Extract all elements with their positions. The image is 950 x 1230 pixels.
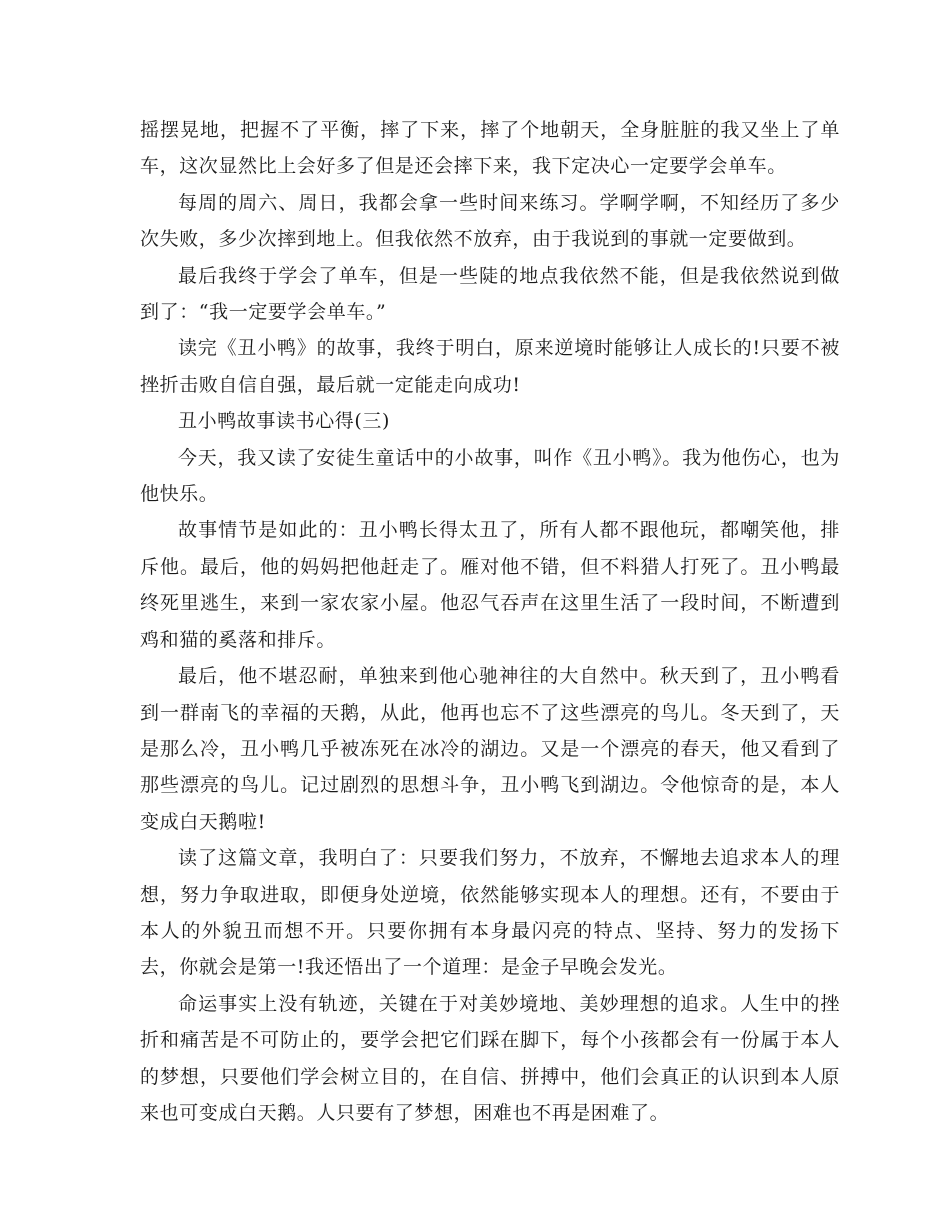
paragraph: 命运事实上没有轨迹，关键在于对美妙境地、美妙理想的追求。人生中的挫折和痛苦是不可防止的，要学会把它们踩在脚下，每个小孩都会有一份属于本人的梦想，只要他们学会树立目的，在自信、拼搏中，他们会真正的认识到本人原来也可变成白天鹅。人只要有了梦想，困难也不再是困难了。 xyxy=(140,992,840,1124)
paragraph: 最后，他不堪忍耐，单独来到他心驰神往的大自然中。秋天到了，丑小鸭看到一群南飞的幸福的天鹅，从此，他再也忘不了这些漂亮的鸟儿。冬天到了，天是那么冷，丑小鸭几乎被冻死在冰冷的湖边。又是一个漂亮的春天，他又看到了那些漂亮的鸟儿。记过剧烈的思想斗争，丑小鸭飞到湖边。令他惊奇的是，本人变成白天鹅啦! xyxy=(140,665,840,833)
paragraph: 最后我终于学会了单车，但是一些陡的地点我依然不能，但是我依然说到做到了：“我一定要学会单车。” xyxy=(140,264,840,324)
paragraph: 读了这篇文章，我明白了：只要我们努力，不放弃，不懈地去追求本人的理想，努力争取进取，即便身处逆境，依然能够实现本人的理想。还有，不要由于本人的外貌丑而想不开。只要你拥有本身最闪亮的特点、坚持、努力的发扬下去，你就会是第一!我还悟出了一个道理：是金子早晚会发光。 xyxy=(140,847,840,979)
paragraph: 今天，我又读了安徒生童话中的小故事，叫作《丑小鸭》。我为他伤心，也为他快乐。 xyxy=(140,446,840,506)
paragraph: 故事情节是如此的：丑小鸭长得太丑了，所有人都不跟他玩，都嘲笑他，排斥他。最后，他的妈妈把他赶走了。雁对他不错，但不料猎人打死了。丑小鸭最终死里逃生，来到一家农家小屋。他忍气吞声在这里生活了一段时间，不断遭到鸡和猫的奚落和排斥。 xyxy=(140,519,840,651)
document-body xyxy=(140,112,840,1131)
section-heading: 丑小鸭故事读书心得(三) xyxy=(178,410,391,433)
paragraph: 读完《丑小鸭》的故事，我终于明白，原来逆境时能够让人成长的!只要不被挫折击败自信自强，最后就一定能走向成功! xyxy=(140,337,840,396)
paragraph: 每周的周六、周日，我都会拿一些时间来练习。学啊学啊，不知经历了多少次失败，多少次摔到地上。但我依然不放弃，由于我说到的事就一定要做到。 xyxy=(140,191,840,251)
paragraph: 摇摆晃地，把握不了平衡，摔了下来，摔了个地朝天，全身脏脏的我又坐上了单车，这次显然比上会好多了但是还会摔下来，我下定决心一定要学会单车。 xyxy=(140,119,840,178)
